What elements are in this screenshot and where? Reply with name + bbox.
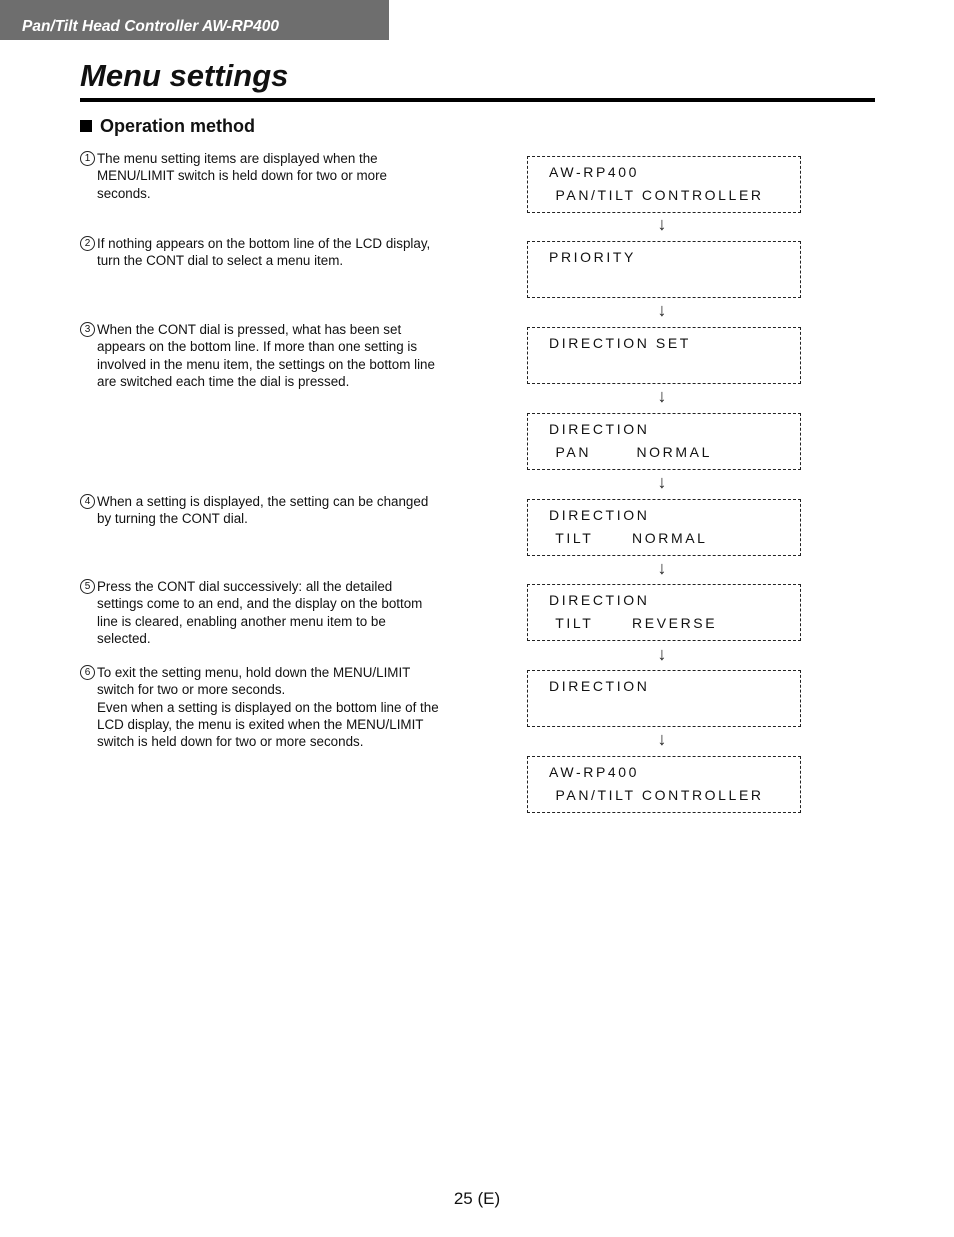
lcd-line-bottom: PAN NORMAL <box>549 444 712 460</box>
lcd-line-top: DIRECTION <box>549 421 650 437</box>
step-line: seconds. <box>97 185 151 201</box>
lcd-display-2 <box>527 241 801 298</box>
lcd-line-bottom: TILT NORMAL <box>549 530 708 546</box>
page-title: Menu settings <box>80 58 289 93</box>
step-line: Press the CONT dial successively: all the detailed <box>97 579 393 594</box>
step-line: turn the CONT dial to select a menu item. <box>97 253 344 269</box>
step-line: selected. <box>97 630 151 646</box>
step-line: Even when a setting is displayed on the bottom line of the <box>97 699 439 715</box>
step-text <box>97 493 460 528</box>
step-line: by turning the CONT dial. <box>97 511 248 527</box>
lcd-display-4 <box>527 413 801 470</box>
lcd-line-top: DIRECTION <box>549 507 650 523</box>
step-line: MENU/LIMIT switch is held down for two or more <box>97 168 387 184</box>
step-text <box>97 235 460 270</box>
step-line: switch is held down for two or more seconds. <box>97 734 364 750</box>
step-1 <box>80 150 460 202</box>
title-rule <box>80 98 875 102</box>
step-number: 5 <box>80 579 95 594</box>
step-line: switch for two or more seconds. <box>97 682 286 698</box>
lcd-line-top: AW-RP400 <box>549 764 640 780</box>
step-2 <box>80 235 460 270</box>
lcd-display-8 <box>527 756 801 813</box>
lcd-line-bottom: PAN/TILT CONTROLLER <box>549 187 764 203</box>
down-arrow-icon: ↓ <box>657 558 667 578</box>
lcd-display-5 <box>527 499 801 556</box>
lcd-display-3 <box>527 327 801 384</box>
step-line: settings come to an end, and the display on the bottom <box>97 596 423 612</box>
lcd-display-6 <box>527 584 801 641</box>
down-arrow-icon: ↓ <box>657 300 667 320</box>
step-text <box>97 578 460 647</box>
step-number: 1 <box>80 151 95 166</box>
step-line: involved in the menu item, the settings on the bottom line <box>97 356 435 372</box>
down-arrow-icon: ↓ <box>657 214 667 234</box>
step-line: are switched each time the dial is pressed. <box>97 373 350 389</box>
step-6 <box>80 664 460 750</box>
page-number: 25 (E) <box>453 1189 501 1208</box>
step-line: When a setting is displayed, the setting can be changed <box>97 494 429 509</box>
step-line: LCD display, the menu is exited when the MENU/LIMIT <box>97 716 424 732</box>
lcd-line-top: AW-RP400 <box>549 164 640 180</box>
step-number: 2 <box>80 236 95 251</box>
down-arrow-icon: ↓ <box>657 644 667 664</box>
step-text <box>97 321 460 390</box>
section-heading <box>80 115 255 137</box>
step-line: appears on the bottom line. If more than one setting is <box>97 339 418 355</box>
square-bullet-icon <box>80 120 92 132</box>
step-line: The menu setting items are displayed when the <box>97 151 378 166</box>
down-arrow-icon: ↓ <box>657 729 667 749</box>
lcd-line-bottom: TILT REVERSE <box>549 615 718 631</box>
step-line: When the CONT dial is pressed, what has been set <box>97 322 402 337</box>
down-arrow-icon: ↓ <box>657 472 667 492</box>
down-arrow-icon: ↓ <box>657 386 667 406</box>
lcd-display-7 <box>527 670 801 727</box>
step-text <box>97 664 460 750</box>
lcd-line-top: PRIORITY <box>549 249 636 265</box>
step-number: 3 <box>80 322 95 337</box>
lcd-line-bottom: PAN/TILT CONTROLLER <box>549 787 764 803</box>
step-text <box>97 150 460 202</box>
lcd-line-top: DIRECTION <box>549 678 650 694</box>
section-heading-text: Operation method <box>100 116 256 136</box>
step-3 <box>80 321 460 390</box>
lcd-display-1 <box>527 156 801 213</box>
step-line: line is cleared, enabling another menu item to be <box>97 613 386 629</box>
step-5 <box>80 578 460 647</box>
header-tab: Pan/Tilt Head Controller AW-RP400 <box>0 0 389 40</box>
lcd-line-top: DIRECTION <box>549 592 650 608</box>
step-line: To exit the setting menu, hold down the MENU/LIMIT <box>97 665 411 680</box>
lcd-line-top: DIRECTION SET <box>549 335 691 351</box>
step-number: 6 <box>80 665 95 680</box>
step-line: If nothing appears on the bottom line of the LCD display, <box>97 236 431 251</box>
step-4 <box>80 493 460 528</box>
step-number: 4 <box>80 494 95 509</box>
